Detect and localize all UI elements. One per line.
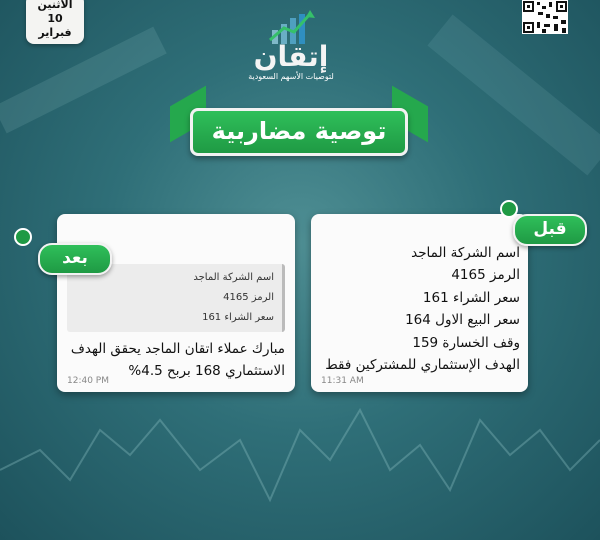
after-label: بعد bbox=[38, 243, 112, 275]
quoted-line: الرمز 4165 bbox=[223, 292, 274, 303]
after-message-card bbox=[57, 214, 295, 392]
before-lines bbox=[311, 214, 528, 376]
logo-bars-icon bbox=[236, 10, 346, 44]
before-line: الرمز 4165 bbox=[451, 267, 520, 284]
quoted-line: سعر الشراء 161 bbox=[202, 312, 274, 323]
date-day: 10 bbox=[47, 12, 63, 25]
before-label: قبل bbox=[513, 214, 587, 246]
logo bbox=[236, 10, 346, 82]
quoted-line: اسم الشركة الماجد bbox=[193, 272, 274, 283]
logo-name: إتقان bbox=[253, 40, 329, 73]
before-message-card bbox=[311, 214, 528, 392]
after-pin-dot bbox=[14, 228, 32, 246]
before-line: وقف الخسارة 159 bbox=[412, 334, 520, 351]
before-line: اسم الشركة الماجد bbox=[411, 245, 520, 261]
headline-banner: توصية مضاربية bbox=[190, 108, 408, 156]
before-pin-dot bbox=[500, 200, 518, 218]
after-timestamp: 12:40 PM bbox=[67, 376, 109, 386]
date-month: فبراير bbox=[38, 26, 72, 39]
qr-code-icon bbox=[522, 0, 568, 34]
after-message-text: مبارك عملاء اتقان الماجد يحقق الهدف الاستثماري 168 بربح 4.5% bbox=[70, 341, 285, 379]
before-timestamp: 11:31 AM bbox=[321, 376, 364, 386]
before-line: الهدف الإستثماري للمشتركين فقط bbox=[325, 357, 520, 374]
date-badge bbox=[26, 0, 84, 44]
before-line: سعر البيع الاول 164 bbox=[405, 312, 520, 329]
logo-tagline: لتوصيات الأسهم السعودية bbox=[248, 72, 334, 81]
before-line: سعر الشراء 161 bbox=[422, 289, 520, 306]
date-day-name: الاثنين bbox=[37, 0, 73, 11]
